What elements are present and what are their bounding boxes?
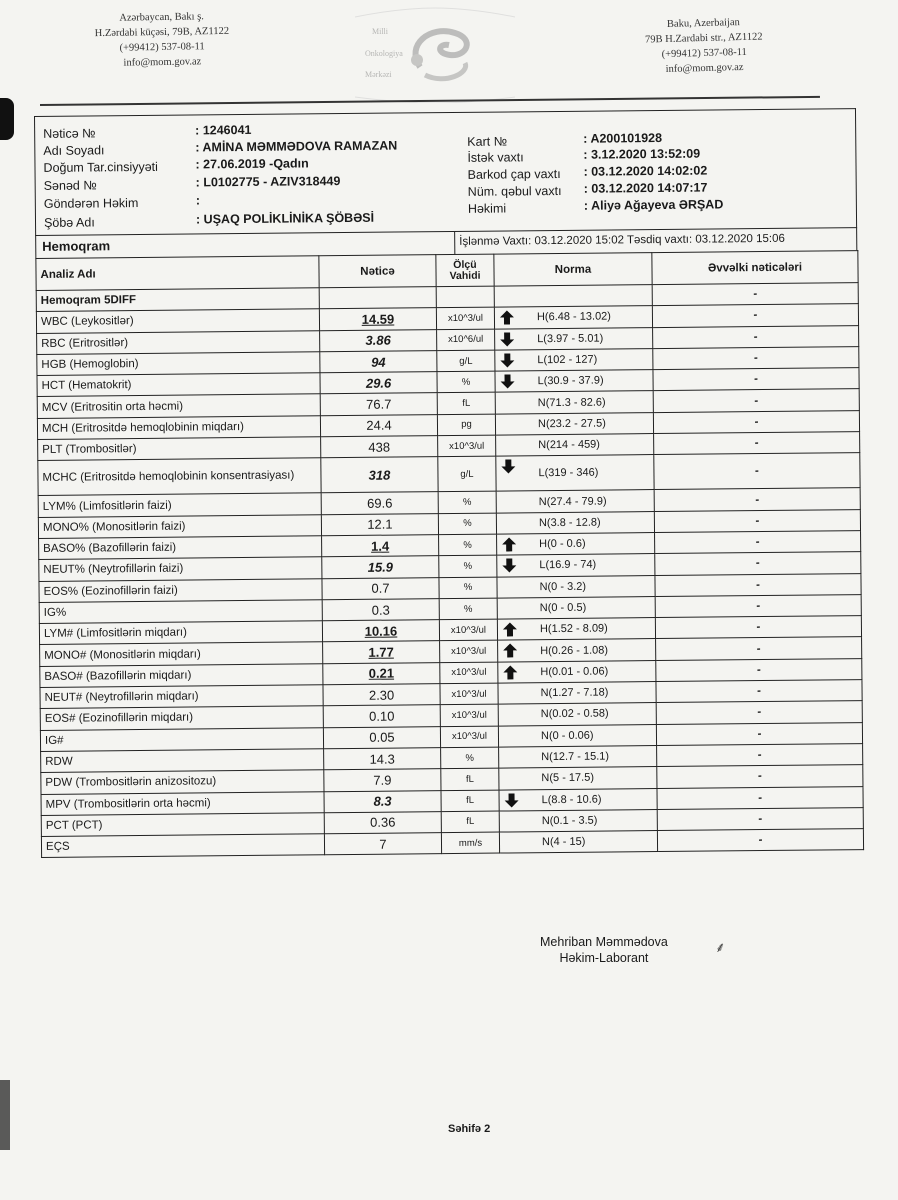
unit: x10^3/ul — [440, 641, 498, 663]
norm-range: L(102 - 127) — [537, 353, 598, 367]
arrow-up-icon — [500, 311, 514, 325]
address-line: Baku, Azerbaijan — [666, 17, 740, 30]
address-line: (+99412) 537-08-11 — [119, 41, 205, 54]
patient-info-box — [34, 108, 857, 235]
analysis-name: NEUT% (Neytrofillərin faizi) — [39, 557, 322, 581]
result-value: 10.16 — [364, 623, 398, 639]
previous-result: - — [653, 410, 859, 433]
previous-result: - — [656, 637, 862, 660]
analysis-name: NEUT# (Neytrofillərin miqdarı) — [40, 685, 323, 709]
analysis-name: MCH (Eritrositdə hemoqlobinin miqdarı) — [37, 416, 320, 440]
previous-result: - — [653, 325, 859, 348]
norm-cell — [499, 767, 657, 790]
processing-times: İşlənmə Vaxtı: 03.12.2020 15:02 Təsdiq vaxtı: 03.12.2020 15:06 — [454, 229, 785, 254]
logo-text: Mərkəzi — [365, 70, 392, 79]
arrow-up-icon — [503, 665, 517, 679]
notice-no-label: Nəticə № — [43, 126, 96, 141]
address-line: H.Zərdabi küçəsi, 79B, AZ1122 — [94, 25, 230, 40]
norm-cell — [499, 788, 657, 811]
analysis-name: LYM# (Limfositlərin miqdarı) — [39, 621, 322, 645]
name-value: : AMİNA MƏMMƏDOVA RAMAZAN — [195, 138, 398, 155]
address-line: Azərbaycan, Bakı ş. — [119, 11, 204, 24]
analysis-name: MCV (Eritrositin orta həcmi) — [37, 394, 320, 418]
norm-cell — [499, 745, 657, 768]
arrow-down-icon — [501, 375, 515, 389]
analysis-name: MPV (Trombositlərin orta həcmi) — [41, 791, 324, 815]
analysis-name: BASO% (Bazofillərin faizi) — [39, 536, 322, 560]
signer-name: Mehriban Məmmədova — [540, 935, 668, 949]
barcode-time-label: Barkod çap vaxtı — [467, 166, 561, 182]
previous-result: - — [654, 509, 860, 532]
arrow-up-icon — [502, 537, 516, 551]
arrow-down-icon — [500, 332, 514, 346]
norm-range: L(30.9 - 37.9) — [537, 374, 604, 388]
address-line: 79B H.Zardabi str., AZ1122 — [644, 31, 763, 46]
referrer-value: : — [195, 193, 201, 208]
norm-range: L(319 - 346) — [538, 466, 599, 480]
norm-range: N(0.1 - 3.5) — [541, 814, 598, 828]
signature-block — [540, 934, 668, 966]
address-line: info@mom.gov.az — [123, 56, 202, 69]
unit: % — [439, 534, 497, 556]
signer-role: Həkim-Laborant — [559, 951, 649, 965]
analysis-name: EÇS — [41, 834, 324, 858]
result-value: 0.7 — [371, 580, 390, 596]
unit: % — [441, 747, 499, 769]
analysis-name: IG# — [40, 727, 323, 751]
norm-range: N(4 - 15) — [541, 836, 586, 849]
norm-range: N(27.4 - 79.9) — [538, 495, 607, 508]
address-line: (+99412) 537-08-11 — [661, 46, 747, 61]
result-value: 14.3 — [369, 751, 395, 767]
analysis-name: RBC (Eritrositlər) — [37, 330, 320, 354]
dob-value: : 27.06.2019 -Qadın — [195, 156, 309, 172]
arrow-down-icon — [500, 353, 514, 367]
analysis-name: BASO# (Bazofillərin miqdarı) — [40, 664, 323, 688]
previous-result: - — [657, 807, 863, 830]
analysis-name: PCT (PCT) — [41, 813, 324, 837]
norm-range: H(6.48 - 13.02) — [536, 310, 611, 324]
previous-result: - — [655, 552, 861, 575]
norm-cell — [496, 434, 654, 457]
unit: mm/s — [441, 832, 499, 854]
norm-cell — [496, 455, 654, 492]
previous-result: - — [652, 283, 858, 306]
doctor-value: : Aliyə Ağayeva ƏRŞAD — [583, 197, 724, 213]
col-header-name: Analiz Adı — [36, 256, 319, 291]
norm-range: H(0 - 0.6) — [539, 537, 586, 551]
result-value: 8.3 — [373, 793, 392, 809]
result-value: 7.9 — [373, 772, 392, 788]
norm-cell — [499, 831, 657, 854]
norm-range: L(8.8 - 10.6) — [541, 793, 602, 806]
result-value: 7 — [379, 836, 387, 852]
previous-result: - — [654, 453, 860, 490]
norm-cell — [498, 703, 656, 726]
unit: x10^3/ul — [440, 726, 498, 748]
analysis-name: MONO% (Monositlərin faizi) — [38, 514, 321, 538]
address-line: info@mom.gov.az — [665, 61, 744, 76]
result-value: 24.4 — [366, 418, 392, 434]
norm-cell — [497, 554, 655, 577]
norm-range: N(0 - 3.2) — [539, 580, 587, 593]
previous-result: - — [655, 531, 861, 554]
analysis-name: EOS% (Eozinofillərin faizi) — [39, 578, 322, 602]
previous-result: - — [655, 573, 861, 596]
unit: g/L — [437, 350, 495, 372]
card-no-label: Kart № — [467, 134, 508, 149]
analysis-name: HGB (Hemoglobin) — [37, 352, 320, 376]
card-no-value: : A200101928 — [583, 130, 663, 146]
logo-text: Milli — [372, 27, 389, 36]
analysis-name: MCHC (Eritrositdə hemoqlobinin konsentrasiyası) — [38, 458, 321, 496]
norm-range: N(23.2 - 27.5) — [537, 417, 606, 431]
empty-cell — [319, 287, 436, 309]
sample-time-value: : 03.12.2020 14:07:17 — [583, 180, 708, 196]
previous-result: - — [655, 616, 861, 639]
norm-cell — [495, 391, 653, 414]
unit: fL — [441, 811, 499, 833]
norm-cell — [498, 639, 656, 662]
empty-cell — [494, 285, 652, 308]
analysis-name: WBC (Leykositlər) — [36, 309, 319, 333]
previous-result: - — [655, 594, 861, 617]
norm-cell — [494, 306, 652, 329]
scan-edge-mark — [0, 98, 14, 140]
norm-cell — [496, 511, 654, 534]
unit: x10^3/ul — [439, 619, 497, 641]
norm-cell — [497, 618, 655, 641]
unit: pg — [437, 414, 495, 436]
result-value: 29.6 — [365, 375, 392, 391]
norm-range: L(3.97 - 5.01) — [537, 332, 604, 345]
result-value: 2.30 — [368, 687, 395, 703]
arrow-down-icon — [505, 793, 519, 807]
unit: g/L — [438, 456, 496, 492]
barcode-time-value: : 03.12.2020 14:02:02 — [583, 163, 708, 179]
right-address-block — [613, 14, 795, 79]
norm-range: L(16.9 - 74) — [539, 559, 597, 572]
result-value: 1.4 — [371, 538, 390, 554]
result-value: 3.86 — [365, 332, 391, 349]
analysis-name: PDW (Trombositlərin anizositozu) — [41, 770, 324, 794]
results-table — [35, 250, 864, 858]
request-time-label: İstək vaxtı — [467, 150, 524, 165]
arrow-up-icon — [503, 644, 517, 658]
norm-range: H(0.01 - 0.06) — [540, 665, 609, 679]
unit: % — [438, 491, 496, 513]
request-time-value: : 3.12.2020 13:52:09 — [583, 146, 701, 162]
result-value: 15.9 — [367, 559, 394, 575]
previous-result: - — [653, 389, 859, 412]
doc-no-label: Sənəd № — [43, 178, 97, 193]
norm-range: N(71.3 - 82.6) — [537, 396, 606, 409]
norm-cell — [496, 490, 654, 513]
previous-result: - — [656, 722, 862, 745]
col-header-previous: Əvvəlki nəticələri — [652, 251, 858, 285]
norm-cell — [498, 724, 656, 747]
previous-result: - — [653, 346, 859, 369]
empty-cell — [436, 286, 494, 308]
group-name: Hemoqram 5DIFF — [36, 288, 319, 312]
unit: x10^3/ul — [438, 435, 496, 457]
dept-label: Şöbə Adı — [43, 215, 95, 230]
unit: x10^6/ul — [437, 329, 495, 351]
unit: x10^3/ul — [436, 307, 494, 329]
result-value: 0.05 — [369, 729, 395, 746]
analysis-name: HCT (Hematokrit) — [37, 373, 320, 397]
result-value: 0.10 — [369, 708, 395, 724]
unit: % — [437, 371, 495, 393]
norm-range: H(1.52 - 8.09) — [539, 622, 608, 636]
scan-edge-mark — [0, 1080, 10, 1150]
result-value: 14.59 — [361, 311, 395, 327]
doc-no-value: : L0102775 - AZIV318449 — [195, 174, 341, 190]
report-sheet — [34, 108, 863, 858]
previous-result: - — [656, 701, 862, 724]
name-label: Adı Soyadı — [43, 143, 105, 158]
logo-text: Onkologiya — [365, 49, 403, 58]
analysis-name: IG% — [39, 600, 322, 624]
unit: x10^3/ul — [440, 662, 498, 684]
result-value: 438 — [368, 439, 391, 455]
norm-cell — [495, 370, 653, 393]
norm-range: N(0 - 0.06) — [540, 729, 594, 742]
result-value: 1.77 — [368, 644, 394, 660]
analysis-name: MONO# (Monositlərin miqdarı) — [40, 642, 323, 666]
previous-result: - — [657, 744, 863, 767]
result-value: 0.3 — [371, 602, 390, 618]
unit: fL — [441, 790, 499, 812]
dob-label: Doğum Tar.cinsiyyəti — [43, 159, 158, 175]
handwritten-signature: ⸙ — [715, 939, 726, 955]
norm-cell — [495, 327, 653, 350]
norm-range: N(0.02 - 0.58) — [540, 707, 609, 721]
norm-range: N(214 - 459) — [538, 438, 601, 452]
unit: fL — [441, 768, 499, 790]
doctor-label: Həkimi — [467, 201, 507, 216]
norm-range: N(12.7 - 15.1) — [541, 750, 610, 764]
result-value: 318 — [368, 467, 391, 483]
notice-no-value: : 1246041 — [195, 122, 252, 138]
dept-value: : UŞAQ POLİKLİNİKA ŞÖBƏSİ — [195, 210, 375, 227]
unit: fL — [437, 393, 495, 415]
norm-cell — [498, 682, 656, 705]
page-number: Səhifə 2 — [448, 1123, 491, 1135]
col-header-result: Nəticə — [319, 255, 436, 288]
unit: % — [439, 577, 497, 599]
norm-cell — [497, 575, 655, 598]
previous-result: - — [654, 432, 860, 455]
center-logo — [335, 5, 530, 103]
result-value: 94 — [371, 354, 386, 370]
norm-range: N(0 - 0.5) — [539, 601, 587, 615]
norm-cell — [499, 809, 657, 832]
analysis-name: PLT (Trombositlər) — [38, 437, 321, 461]
result-value: 76.7 — [366, 396, 392, 412]
result-value: 12.1 — [367, 516, 393, 533]
arrow-down-icon — [501, 460, 515, 474]
unit: x10^3/ul — [440, 704, 498, 726]
unit: % — [439, 555, 497, 577]
analysis-name: EOS# (Eozinofillərin miqdarı) — [40, 706, 323, 730]
section-title: Hemoqram — [42, 238, 111, 254]
norm-range: N(5 - 17.5) — [541, 772, 595, 785]
norm-cell — [498, 660, 656, 683]
previous-result: - — [656, 658, 862, 681]
previous-result: - — [656, 680, 862, 703]
arrow-up-icon — [503, 623, 517, 637]
result-value: 69.6 — [367, 495, 393, 511]
unit: x10^3/ul — [440, 683, 498, 705]
left-address-block — [61, 8, 262, 71]
result-value: 0.36 — [370, 815, 396, 831]
norm-cell — [495, 348, 653, 371]
norm-range: N(3.8 - 12.8) — [538, 516, 601, 529]
norm-cell — [497, 533, 655, 556]
col-header-unit: Ölçü Vahidi — [436, 254, 494, 287]
norm-cell — [497, 596, 655, 619]
norm-range: N(1.27 - 7.18) — [540, 686, 609, 700]
previous-result: - — [654, 488, 860, 511]
sample-time-label: Nüm. qəbul vaxtı — [467, 183, 562, 199]
norm-range: H(0.26 - 1.08) — [540, 644, 609, 657]
analysis-name: RDW — [41, 749, 324, 773]
previous-result: - — [657, 765, 863, 788]
previous-result: - — [652, 304, 858, 327]
unit: % — [438, 513, 496, 535]
analysis-name: LYM% (Limfositlərin faizi) — [38, 493, 321, 517]
previous-result: - — [653, 368, 859, 391]
arrow-down-icon — [502, 559, 516, 573]
previous-result: - — [657, 829, 863, 852]
unit: % — [439, 598, 497, 620]
result-value: 0.21 — [368, 665, 395, 682]
norm-cell — [495, 412, 653, 435]
previous-result: - — [657, 786, 863, 809]
referrer-label: Göndərən Həkim — [43, 196, 139, 211]
col-header-norm: Norma — [494, 253, 652, 287]
